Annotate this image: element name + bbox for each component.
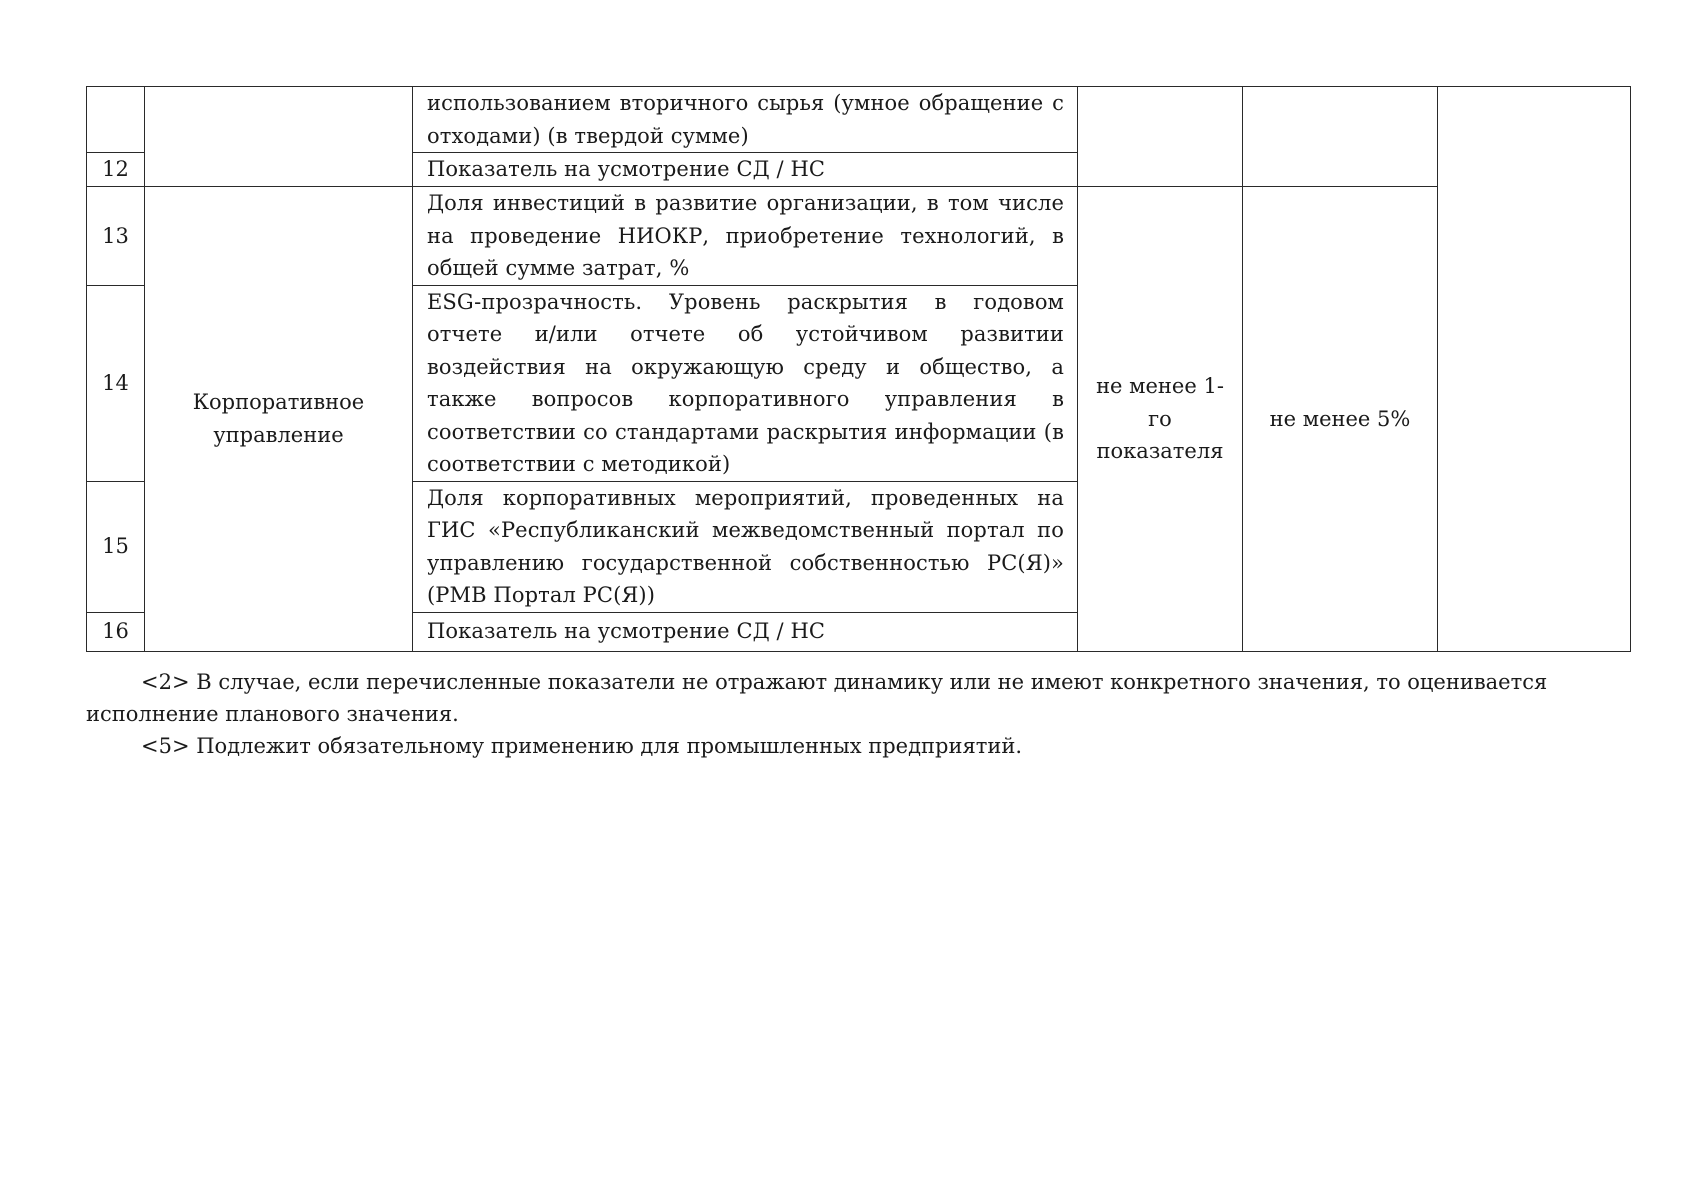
row-number: 12	[87, 153, 145, 187]
indicator-name-cell: ESG-прозрачность. Уровень раскрытия в годовом отчете и/или отчете об устойчивом развитии воздействия на окружающую среду и общество, а также вопросов корпоративного управления в соответствии со стандартами раскрытия информации (в соответствии с методикой)	[413, 285, 1078, 481]
weight-cell-previous	[1243, 87, 1438, 187]
note-cell	[1438, 87, 1631, 652]
table-row-continuation	[87, 87, 1631, 153]
row-number: 16	[87, 612, 145, 651]
indicator-name-cell: Доля корпоративных мероприятий, проведенных на ГИС «Республиканский межведомственный портал по управлению государственной собственностью РС(Я)» (РМВ Портал РС(Я))	[413, 481, 1078, 612]
footnote-2: <2> В случае, если перечисленные показатели не отражают динамику или не имеют конкретного значения, то оценивается исполнение планового значения.	[86, 670, 1548, 726]
indicator-name-cell: Доля инвестиций в развитие организации, в том числе на проведение НИОКР, приобретение технологий, в общей сумме затрат, %	[413, 187, 1078, 286]
group-cell-previous	[145, 87, 413, 187]
footnote-5: <5> Подлежит обязательному применению для промышленных предприятий.	[141, 734, 1023, 758]
indicator-name-cell: Показатель на усмотрение СД / НС	[413, 612, 1078, 651]
indicator-name-cell: Показатель на усмотрение СД / НС	[413, 153, 1078, 187]
min-indicators-cell	[1078, 187, 1243, 652]
kpi-table	[86, 86, 1631, 652]
weight-cell: не менее 5%	[1243, 187, 1438, 652]
table-row	[87, 187, 1631, 286]
group-cell-corporate	[145, 187, 413, 652]
min-indicators-cell-previous	[1078, 87, 1243, 187]
min-indicators-label: не менее 1-го показателя	[1096, 374, 1224, 463]
row-number: 14	[87, 285, 145, 481]
number-cell-empty	[87, 87, 145, 153]
row-number: 13	[87, 187, 145, 286]
indicator-name-cell: использованием вторичного сырья (умное обращение с отходами) (в твердой сумме)	[413, 87, 1078, 153]
row-number: 15	[87, 481, 145, 612]
footnotes	[86, 666, 1646, 762]
group-label: Корпоративное управление	[192, 390, 365, 447]
